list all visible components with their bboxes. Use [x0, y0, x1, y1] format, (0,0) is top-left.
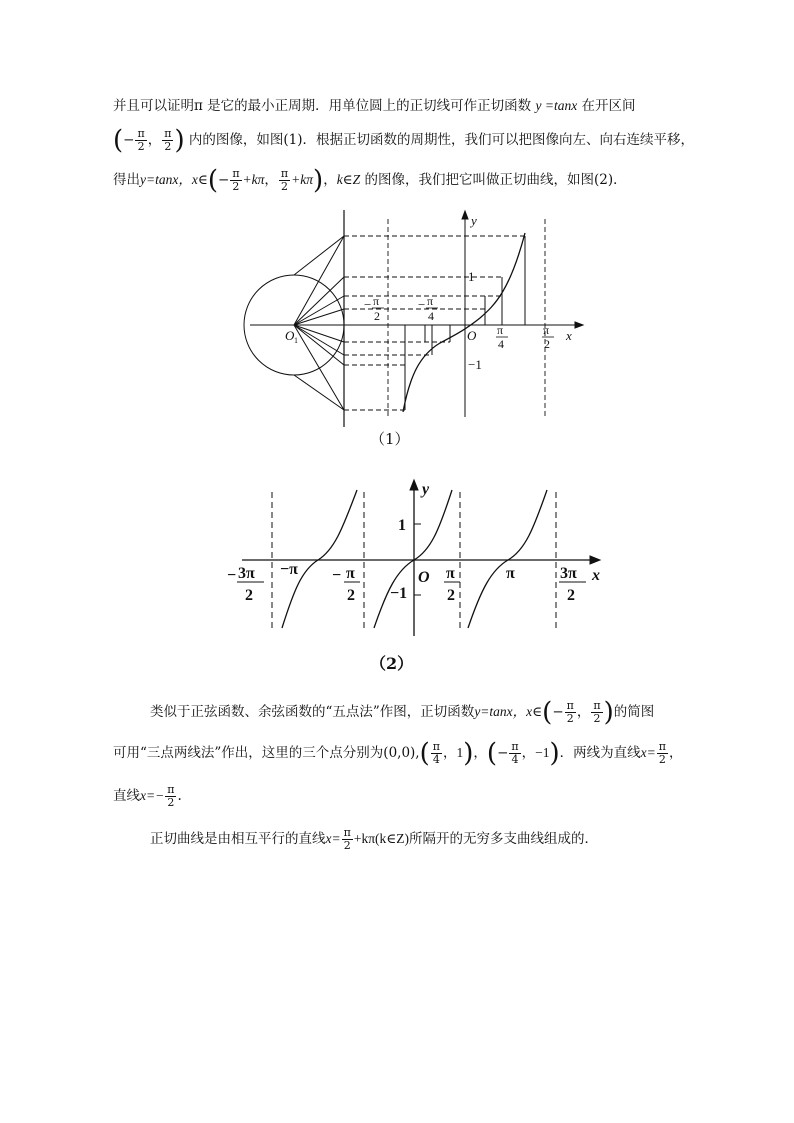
svg-text:2: 2: [347, 587, 355, 604]
svg-text:π: π: [373, 294, 380, 308]
y-label: y: [471, 213, 477, 228]
pi-label: π: [506, 565, 515, 582]
origin-label: O: [467, 328, 477, 343]
radius: [294, 236, 344, 275]
paragraph-1-line-3: 得出y=tanx，x∈(− $\frac{\pi}{2}$ +kπ， $\frac{\pi}{2}$ +kπ)，k∈Z 的图像，我们把它叫做正切曲线，如图(2)．: [113, 165, 627, 196]
paragraph-2-line-2: 可用“三点两线法”作出，这里的三个点分别为(0,0),( $\frac{\pi}{4}$ ，1)，(− $\frac{\pi}{4}$ ，−1)．两线为直线x= $\frac{\pi}{2}$ ，: [113, 738, 683, 769]
svg-text:3π: 3π: [560, 565, 577, 582]
tick-one-label: 1: [398, 517, 406, 534]
o1-label: O: [285, 328, 295, 343]
tick-neg-one-label: −1: [468, 357, 482, 372]
svg-text:π: π: [346, 565, 355, 582]
text: 直线: [113, 788, 140, 804]
fraction: $\frac{\pi}{2}$: [280, 167, 289, 193]
math-func: y=tanx，x∈: [140, 172, 208, 187]
o1-subscript: 1: [294, 336, 298, 345]
svg-text:−: −: [227, 567, 237, 584]
svg-text:π: π: [446, 565, 455, 582]
radius: [294, 277, 344, 325]
svg-text:2: 2: [447, 587, 455, 604]
paren-right: ): [174, 125, 185, 156]
figure-1-caption: （1）: [370, 430, 410, 448]
tick-one-label: 1: [468, 269, 475, 284]
x-label: x: [592, 567, 600, 584]
fraction: $\frac{\pi}{2}$: [232, 167, 240, 193]
comma: ，: [147, 132, 162, 148]
paragraph-1-line-2: [113, 125, 695, 156]
math-func: y =tanx: [535, 98, 578, 113]
radius: [294, 375, 344, 410]
paragraph-2-line-1: 类似于正弦函数、余弦函数的“五点法”作图，正切函数y=tanx，x∈(− $\frac{\pi}{2}$ ， $\frac{\pi}{2}$ )的简图: [150, 697, 655, 728]
text: 可用“三点两线法”作出，这里的三个点分别为(0,0),: [113, 745, 420, 761]
paren-left: (: [113, 125, 124, 156]
svg-text:−: −: [418, 297, 426, 312]
y-axis-arrow: [410, 480, 418, 490]
text: 类似于正弦函数、余弦函数的“五点法”作图，正切函数: [150, 704, 475, 720]
branch-2: [374, 490, 452, 628]
x-axis-arrow: [590, 556, 600, 564]
svg-text:π: π: [497, 323, 504, 337]
paragraph-3: 正切曲线是由相互平行的直线x= $\frac{\pi}{2}$ +kπ(k∈Z)所隔开的无穷多支曲线组成的．: [150, 826, 599, 852]
y-label: y: [422, 481, 430, 498]
text: 在开区间: [581, 98, 636, 114]
fraction: $\frac{\pi}{2}$: [137, 127, 145, 153]
text: 并且可以证明π 是它的最小正周期．用单位圆上的正切线可作正切函数: [113, 98, 532, 114]
text: 内的图像，如图(1)．根据正切函数的周期性，我们可以把图像向左、向右连续平移，: [188, 132, 695, 148]
branch-3: [468, 490, 547, 628]
neg-pi-label: −π: [280, 561, 298, 578]
figure-2-caption: （2）: [370, 654, 414, 673]
y-axis-arrow: [462, 211, 468, 219]
paragraph-1-line-1: [113, 95, 683, 117]
figure-2-tangent-curve: [222, 478, 607, 643]
radius: [294, 325, 344, 355]
svg-text:3π: 3π: [238, 565, 255, 582]
minus: −: [123, 132, 135, 148]
figure-1-tangent-line-construction: [240, 205, 600, 430]
svg-text:2: 2: [567, 587, 575, 604]
paragraph-2-line-3: 直线x=− $\frac{\pi}{2}$ .: [113, 783, 182, 809]
x-axis-arrow: [575, 322, 583, 328]
branch-1: [282, 490, 357, 628]
text: 正切曲线是由相互平行的直线: [150, 831, 326, 847]
tangent-curve: [403, 233, 525, 412]
text: 的图像，我们把它叫做正切曲线，如图(2)．: [364, 172, 627, 188]
svg-text:π: π: [543, 323, 550, 337]
math-k: k∈Z: [336, 172, 361, 187]
svg-text:π: π: [427, 294, 434, 308]
text: 的简图: [613, 704, 655, 720]
origin-label: O: [418, 569, 430, 586]
svg-text:4: 4: [428, 309, 434, 323]
radius: [294, 325, 344, 365]
svg-text:4: 4: [498, 337, 504, 351]
svg-text:2: 2: [245, 587, 253, 604]
x-label: x: [566, 328, 572, 343]
svg-text:−: −: [364, 297, 372, 312]
svg-text:2: 2: [374, 309, 380, 323]
svg-text:2: 2: [544, 337, 550, 351]
tick-neg-one-label: −1: [390, 585, 408, 602]
fraction: $\frac{\pi}{2}$: [164, 127, 172, 153]
math-func: y=tanx，x∈: [474, 704, 543, 719]
svg-text:−: −: [332, 567, 342, 584]
radius: [294, 325, 344, 410]
text: 得出: [113, 172, 140, 188]
